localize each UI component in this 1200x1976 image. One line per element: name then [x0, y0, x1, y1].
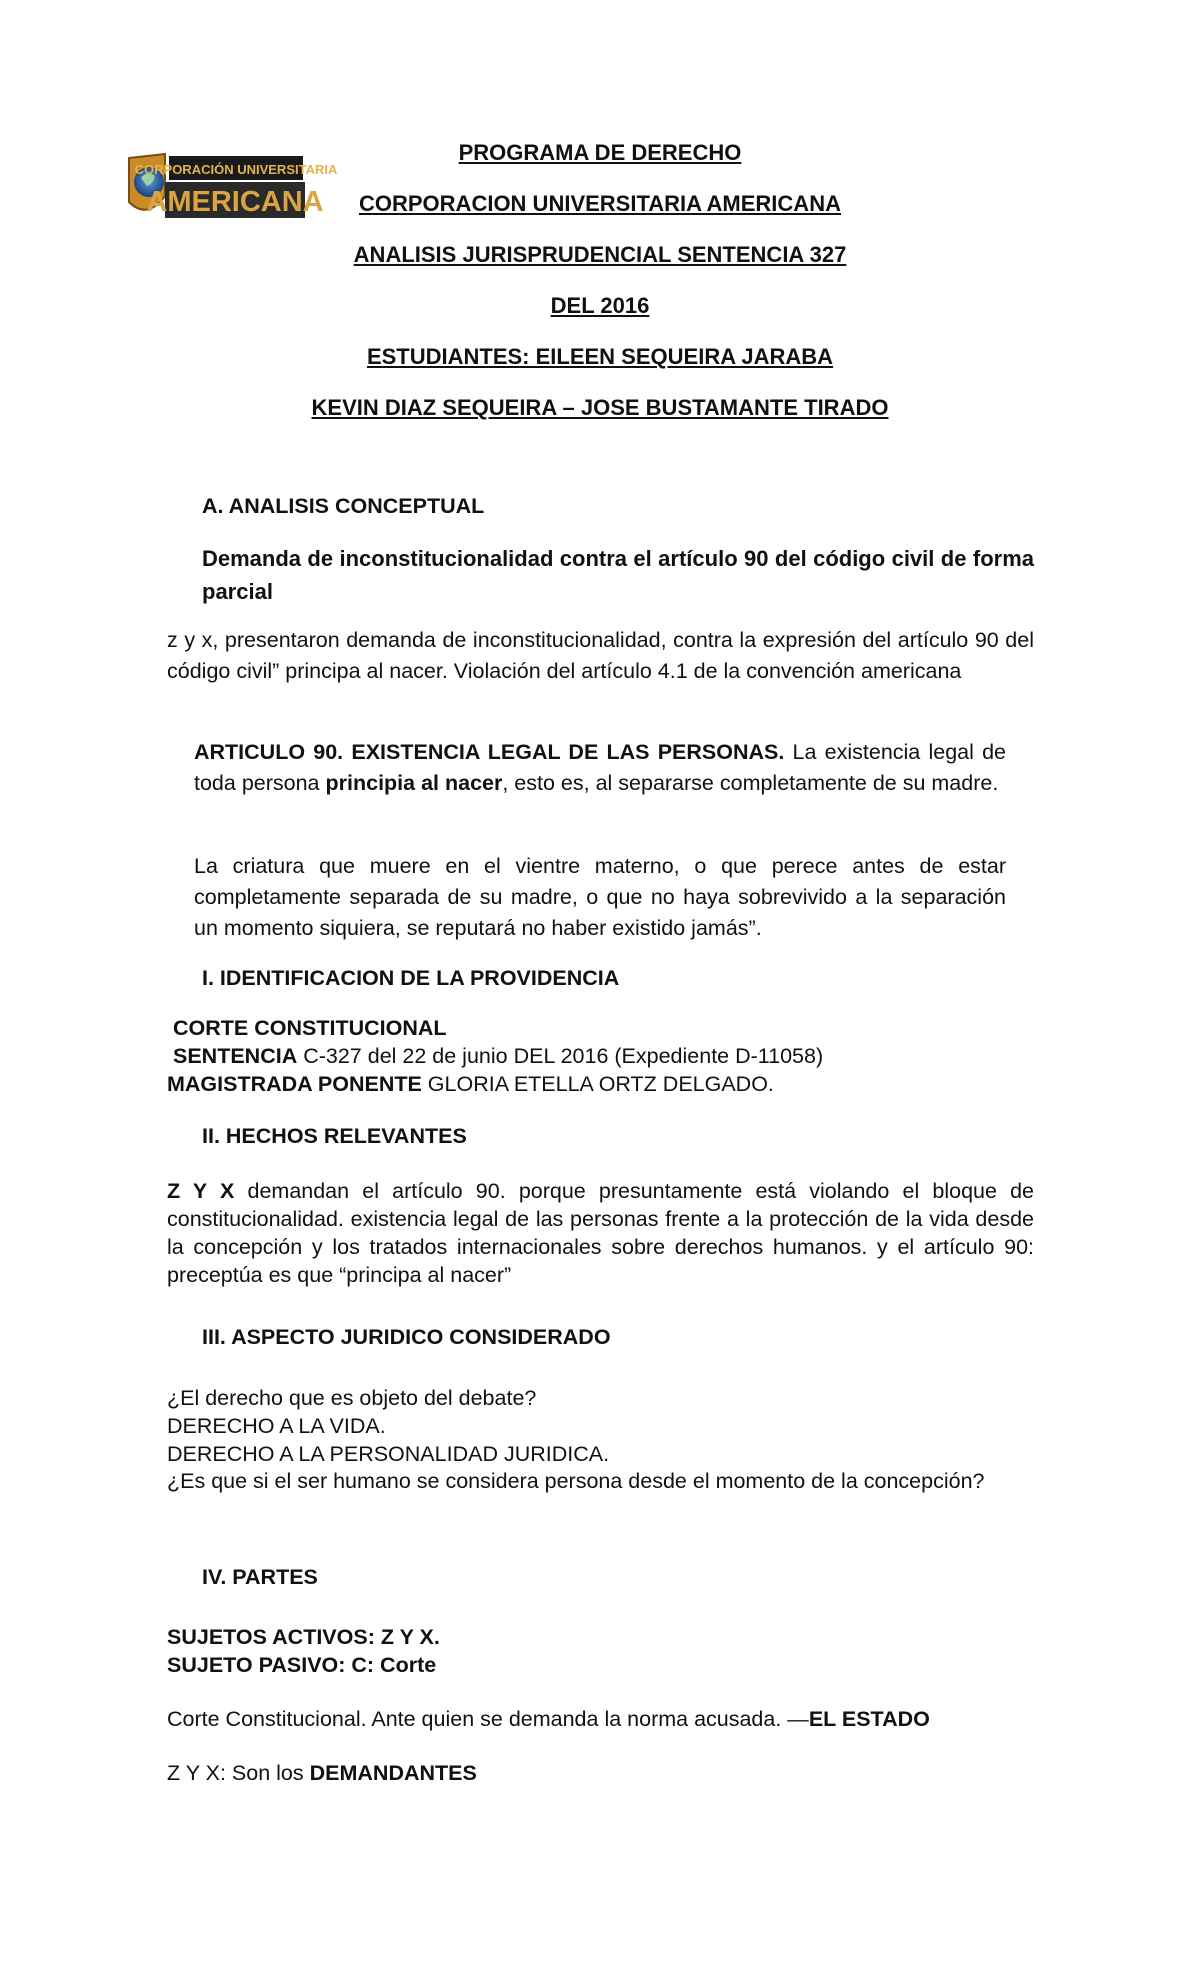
svg-text:CORPORACIÓN UNIVERSITARIA: CORPORACIÓN UNIVERSITARIA: [134, 162, 338, 177]
section-ii-lead: Z Y X: [167, 1179, 235, 1203]
header-analysis: ANALISIS JURISPRUDENCIAL SENTENCIA 327: [353, 242, 847, 267]
section-iii-question: ¿El derecho que es objeto del debate?: [167, 1386, 537, 1410]
court-line-text: Corte Constitucional. Ante quien se demanda la norma acusada. —: [167, 1707, 809, 1731]
header-students: ESTUDIANTES: EILEEN SEQUEIRA JARABA: [366, 344, 834, 369]
svg-text:AMERICANA: AMERICANA: [146, 186, 324, 218]
section-iii-heading: III. ASPECTO JURIDICO CONSIDERADO: [202, 1325, 611, 1349]
header-university: CORPORACION UNIVERSITARIA AMERICANA: [359, 191, 841, 216]
section-i-heading: I. IDENTIFICACION DE LA PROVIDENCIA: [202, 966, 620, 990]
article-90-title: ARTICULO 90. EXISTENCIA LEGAL DE LAS PERSONAS.: [194, 740, 785, 764]
header-students-2: KEVIN DIAZ SEQUEIRA – JOSE BUSTAMANTE TIRADO: [311, 395, 889, 420]
section-iii-right-personality: DERECHO A LA PERSONALIDAD JURIDICA.: [167, 1442, 610, 1466]
plaintiffs-text: Z Y X: Son los: [167, 1761, 310, 1785]
section-a-heading: A. ANALISIS CONCEPTUAL: [202, 494, 485, 518]
active-subjects: SUJETOS ACTIVOS: Z Y X.: [167, 1625, 440, 1649]
sentence-label: SENTENCIA: [173, 1044, 298, 1068]
sentence-text: C-327 del 22 de junio DEL 2016 (Expediente D-11058): [297, 1044, 824, 1068]
section-ii-heading: II. HECHOS RELEVANTES: [202, 1124, 467, 1148]
section-a-subtitle: Demanda de inconstitucionalidad contra el artículo 90 del código civil de forma parcial: [202, 546, 1034, 604]
court-line-bold: EL ESTADO: [808, 1707, 930, 1731]
section-i-content: [167, 1014, 1037, 1098]
article-90-paragraph-2: La criatura que muere en el vientre materno, o que perece antes de estar completamente separada de su madre, o que no haya sobrevivido a la separación un momento siquiera, se reputará no haber existido jamás”.: [194, 854, 1006, 940]
header-program: PROGRAMA DE DERECHO: [458, 140, 742, 165]
magistrate-text: GLORIA ETELLA ORTZ DELGADO.: [421, 1072, 774, 1096]
article-90-paragraph: [194, 737, 1006, 799]
header-year: DEL 2016: [550, 293, 650, 318]
section-a-paragraph: z y x, presentaron demanda de inconstitucionalidad, contra la expresión del artículo 90 del código civil” principa al nacer. Violación del artículo 4.1 de la convención americana: [167, 628, 1034, 683]
article-90-text-2: , esto es, al separarse completamente de su madre.: [502, 771, 999, 795]
plaintiffs-line: [167, 1758, 477, 1789]
plaintiffs-bold: DEMANDANTES: [309, 1761, 477, 1785]
section-iii-question-2: ¿Es que si el ser humano se considera persona desde el momento de la concepción?: [167, 1469, 985, 1493]
section-ii-text: demandan el artículo 90. porque presuntamente está violando el bloque de constitucionalidad. existencia legal de las personas frente a la protección de la vida desde la concepción y los tratados internacionales sobre derechos humanos. y el artículo 90: preceptúa es que “principa al nacer”: [167, 1179, 1035, 1287]
section-iii-right-life: DERECHO A LA VIDA.: [167, 1414, 386, 1438]
court-name: CORTE CONSTITUCIONAL: [173, 1016, 447, 1040]
court-line: [167, 1704, 930, 1735]
passive-subject: SUJETO PASIVO: C: Corte: [167, 1653, 437, 1677]
section-ii-paragraph: [167, 1177, 1034, 1289]
section-iv-heading: IV. PARTES: [202, 1565, 318, 1589]
article-90-bold: principia al nacer: [325, 771, 503, 795]
article-90-text-1: La existencia legal de toda persona: [194, 740, 1006, 795]
magistrate-label: MAGISTRADA PONENTE: [167, 1072, 422, 1096]
